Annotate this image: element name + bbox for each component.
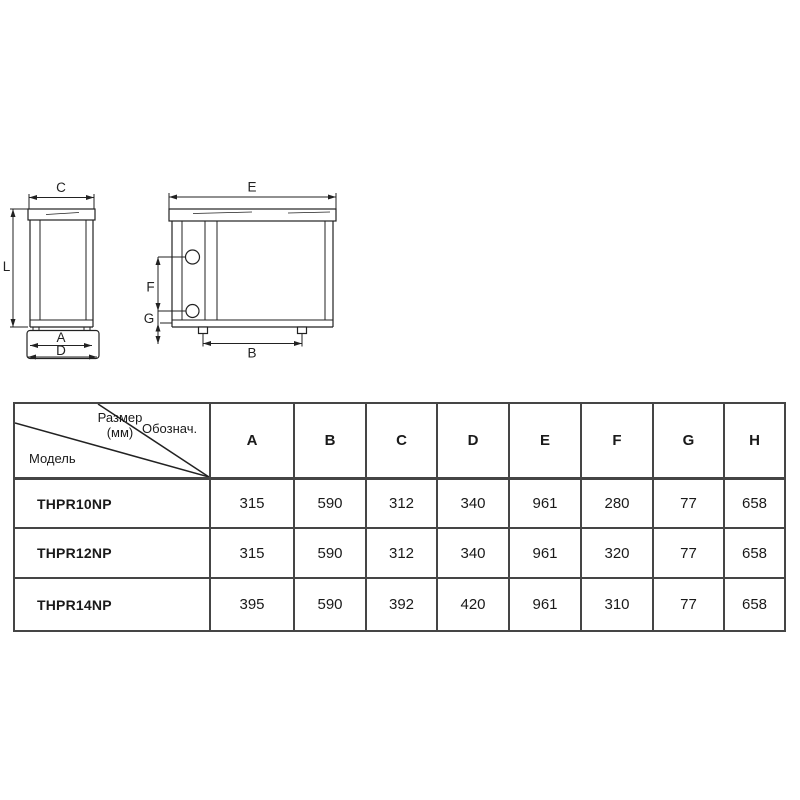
table-corner-cell	[15, 404, 211, 480]
dimensions-table	[13, 402, 786, 632]
value-cell: 310	[582, 579, 654, 630]
col-header: D	[438, 404, 510, 480]
lower-port	[186, 305, 199, 318]
value-cell: 590	[295, 529, 367, 579]
value-cell: 658	[725, 579, 784, 630]
right-foot	[298, 327, 307, 334]
corner-model-label: Модель	[29, 451, 76, 466]
value-cell: 395	[211, 579, 295, 630]
value-cell: 77	[654, 529, 725, 579]
model-cell: THPR10NP	[15, 480, 211, 529]
dimension-diagram	[0, 180, 360, 372]
left-foot	[199, 327, 208, 334]
side-view	[3, 180, 99, 360]
l-dimension	[3, 209, 28, 327]
value-cell: 315	[211, 480, 295, 529]
upper-port	[186, 250, 200, 264]
value-cell: 312	[367, 529, 438, 579]
f-dimension	[146, 257, 186, 311]
e-dimension	[169, 180, 336, 209]
value-cell: 280	[582, 480, 654, 529]
l-label: L	[2, 259, 11, 274]
front-view	[144, 180, 336, 361]
g-dimension	[144, 311, 172, 344]
value-cell: 77	[654, 480, 725, 529]
value-cell: 961	[510, 529, 582, 579]
model-cell: THPR14NP	[15, 579, 211, 630]
c-label: C	[56, 180, 66, 195]
b-label: B	[247, 345, 257, 361]
f-label: F	[146, 279, 155, 295]
col-header: G	[654, 404, 725, 480]
value-cell: 312	[367, 480, 438, 529]
corner-size-label: Размер (мм)	[97, 410, 143, 440]
b-dimension	[203, 334, 302, 361]
value-cell: 961	[510, 579, 582, 630]
value-cell: 658	[725, 529, 784, 579]
e-label: E	[247, 180, 257, 195]
a-label: A	[56, 330, 66, 345]
col-header: E	[510, 404, 582, 480]
value-cell: 658	[725, 480, 784, 529]
side-body	[30, 220, 93, 331]
c-dimension	[29, 180, 94, 209]
value-cell: 590	[295, 480, 367, 529]
model-cell: THPR12NP	[15, 529, 211, 579]
corner-designation-label: Обознач.	[142, 421, 198, 436]
col-header: A	[211, 404, 295, 480]
value-cell: 340	[438, 529, 510, 579]
value-cell: 392	[367, 579, 438, 630]
d-label: D	[56, 343, 66, 358]
value-cell: 315	[211, 529, 295, 579]
value-cell: 340	[438, 480, 510, 529]
col-header: C	[367, 404, 438, 480]
front-top-cap	[169, 209, 336, 221]
col-header: H	[725, 404, 784, 480]
g-label: G	[143, 311, 155, 326]
value-cell: 420	[438, 579, 510, 630]
value-cell: 77	[654, 579, 725, 630]
col-header: F	[582, 404, 654, 480]
value-cell: 320	[582, 529, 654, 579]
value-cell: 961	[510, 480, 582, 529]
col-header: B	[295, 404, 367, 480]
value-cell: 590	[295, 579, 367, 630]
side-top-cap	[28, 209, 95, 220]
